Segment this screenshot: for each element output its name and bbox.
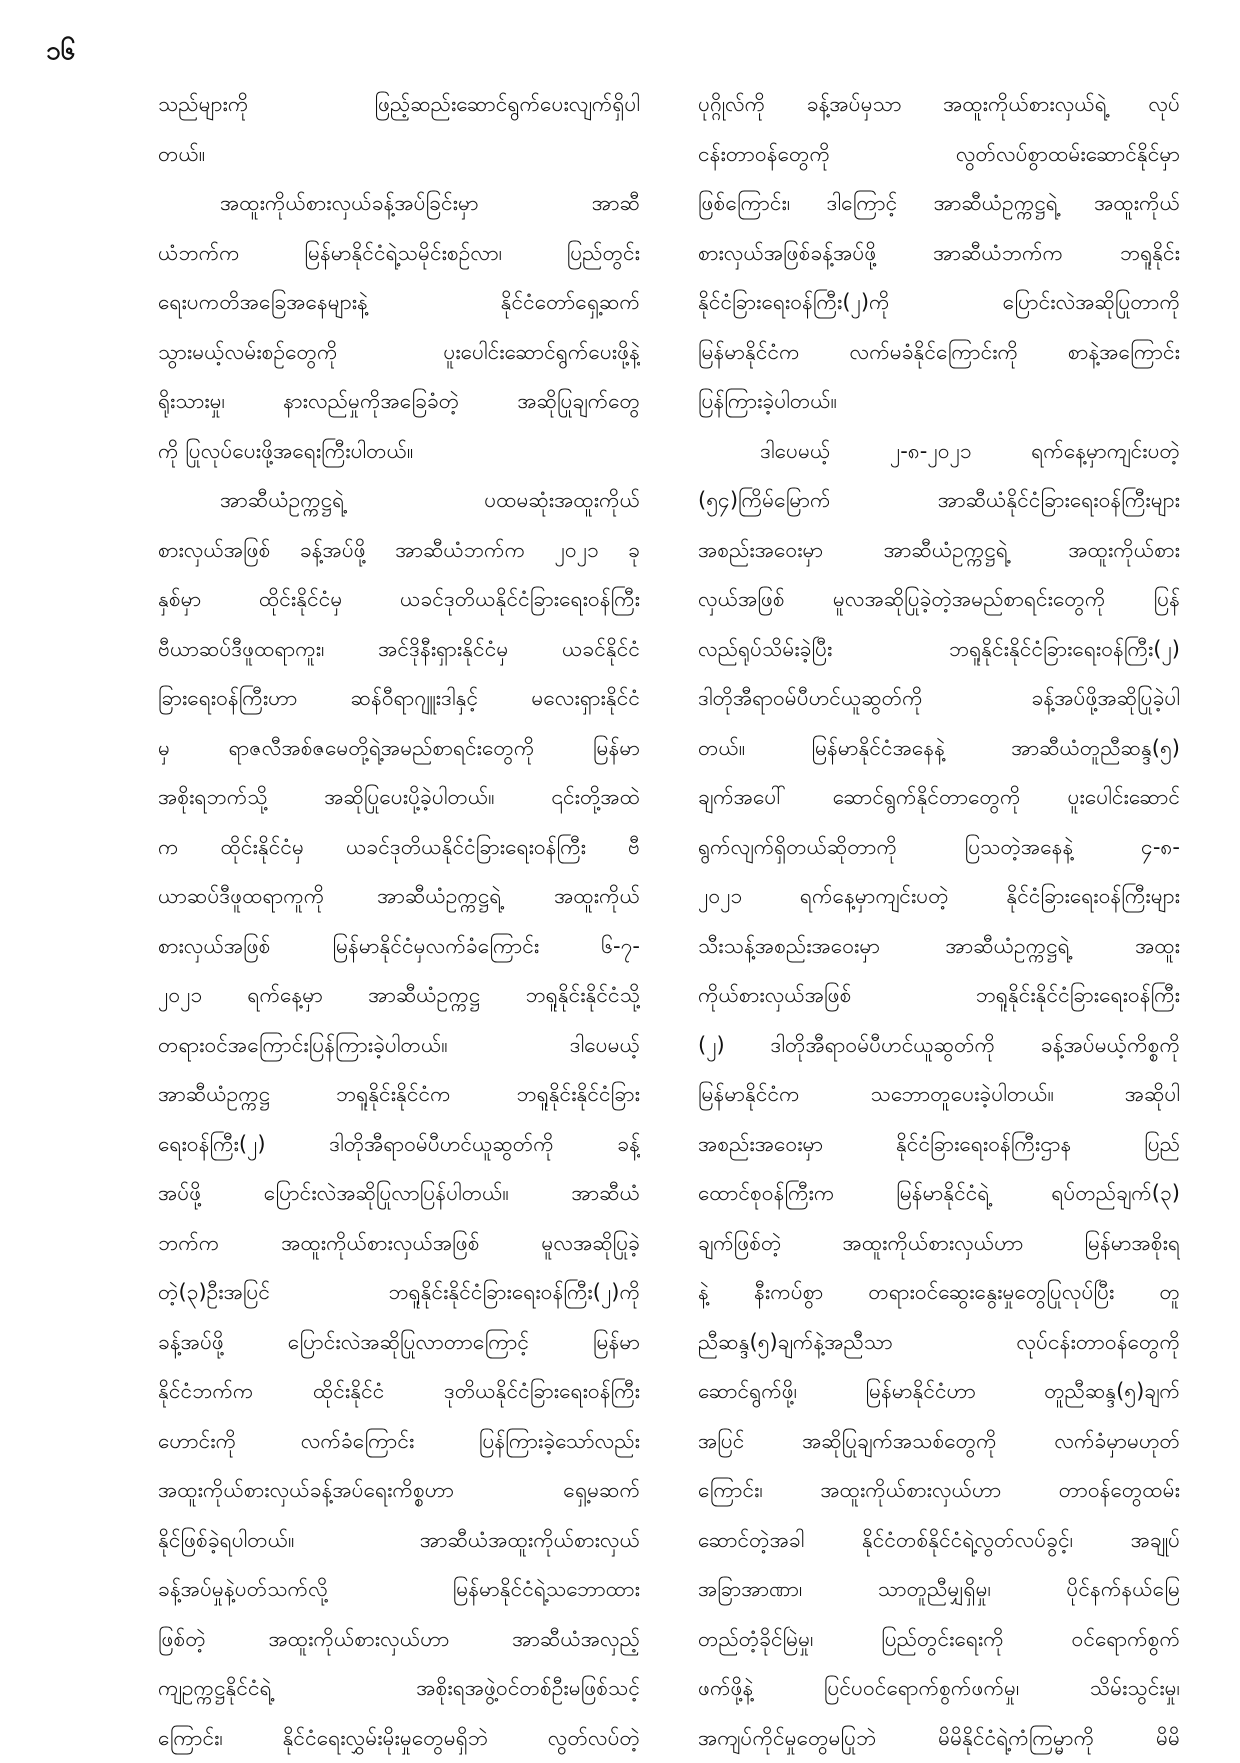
text-line: ပြန်ကြားခဲ့ပါတယ်။ xyxy=(698,377,1180,427)
text-line: ဒါတိုအီရာဝမ်ပီဟင်ယူဆွတ်ကို ခန့်အပ်ဖို့အဆိုပြုခဲ့ပါ xyxy=(698,674,1180,724)
text-line: တရားဝင်အကြောင်းပြန်ကြားခဲ့ပါတယ်။ ဒါပေမယ့် xyxy=(158,1021,640,1071)
text-line: မြန်မာနိုင်ငံက လက်မခံနိုင်ကြောင်းကို စာနဲ့အကြောင်း xyxy=(698,328,1180,378)
text-line: ရိုးသားမှု၊ နားလည်မှုကိုအခြေခံတဲ့ အဆိုပြုချက်တွေ xyxy=(158,377,640,427)
text-line: ဖက်ဖို့နဲ့ ပြင်ပဝင်ရောက်စွက်ဖက်မှု၊ သိမ်းသွင်းမှု၊ xyxy=(698,1664,1180,1714)
text-line: စားလှယ်အဖြစ် မြန်မာနိုင်ငံမှလက်ခံကြောင်း ၆-၇- xyxy=(158,922,640,972)
text-line: အာဆီယံဥက္ကဋ္ဌ ဘရူနိုင်းနိုင်ငံက ဘရူနိုင်းနိုင်ငံခြား xyxy=(158,1070,640,1120)
text-line: ကြောင်း၊ နိုင်ငံရေးလွှမ်းမိုးမှုတွေမရှိဘဲ လွတ်လပ်တဲ့ xyxy=(158,1714,640,1763)
text-line: အစည်းအဝေးမှာ အာဆီယံဥက္ကဋ္ဌရဲ့ အထူးကိုယ်စား xyxy=(698,526,1180,576)
text-line: ကျဥက္ကဋ္ဌနိုင်ငံရဲ့ အစိုးရအဖွဲ့ဝင်တစ်ဦးမဖြစ်သင့် xyxy=(158,1664,640,1714)
text-line: ဖြစ်တဲ့ အထူးကိုယ်စားလှယ်ဟာ အာဆီယံအလှည့် xyxy=(158,1615,640,1665)
text-line: ဖြစ်ကြောင်း၊ ဒါကြောင့် အာဆီယံဥက္ကဋ္ဌရဲ့ အထူးကိုယ် xyxy=(698,179,1180,229)
text-line: အကျပ်ကိုင်မှုတွေမပြုဘဲ မိမိနိုင်ငံရဲ့ကံကြမ္မာကို မိမိ xyxy=(698,1714,1180,1763)
text-line: စားလှယ်အဖြစ် ခန့်အပ်ဖို့ အာဆီယံဘက်က ၂၀၂၁ ခု xyxy=(158,526,640,576)
text-line: (၅၄)ကြိမ်မြောက် အာဆီယံနိုင်ငံခြားရေးဝန်ကြီးများ xyxy=(698,476,1180,526)
text-line: နဲ့ နီးကပ်စွာ တရားဝင်ဆွေးနွေးမှုတွေပြုလုပ်ပြီး တူ xyxy=(698,1268,1180,1318)
text-line: စားလှယ်အဖြစ်ခန့်အပ်ဖို့ အာဆီယံဘက်က ဘရူနိုင်း xyxy=(698,229,1180,279)
text-line: အထူးကိုယ်စားလှယ်ခန့်အပ်ရေးကိစ္စဟာ ရှေ့မဆက် xyxy=(158,1466,640,1516)
text-line: မှ ရာဇလီအစ်ဇမေတို့ရဲ့အမည်စာရင်းတွေကို မြန်မာ xyxy=(158,724,640,774)
text-line: သွားမယ့်လမ်းစဉ်တွေကို ပူးပေါင်းဆောင်ရွက်ပေးဖို့နဲ့ xyxy=(158,328,640,378)
text-line: ခန့်အပ်မှုနဲ့ပတ်သက်လို့ မြန်မာနိုင်ငံရဲ့သဘောထား xyxy=(158,1565,640,1615)
text-line: ဒါပေမယ့် ၂-၈-၂၀၂၁ ရက်နေ့မှာကျင်းပတဲ့ xyxy=(698,427,1180,477)
text-line: ဘက်က အထူးကိုယ်စားလှယ်အဖြစ် မူလအဆိုပြုခဲ့ xyxy=(158,1219,640,1269)
text-line: မြန်မာနိုင်ငံက သဘောတူပေးခဲ့ပါတယ်။ အဆိုပါ xyxy=(698,1070,1180,1120)
text-line: ရေးဝန်ကြီး(၂) ဒါတိုအီရာဝမ်ပီဟင်ယူဆွတ်ကို ခန့် xyxy=(158,1120,640,1170)
text-line: ရွက်လျက်ရှိတယ်ဆိုတာကို ပြသတဲ့အနေနဲ့ ၄-၈- xyxy=(698,823,1180,873)
text-line: တဲ့(၃)ဦးအပြင် ဘရူနိုင်းနိုင်ငံခြားရေးဝန်ကြီး(၂)ကို xyxy=(158,1268,640,1318)
text-line: ဗီယာဆပ်ဒီဖူထရာကူး၊ အင်ဒိုနီးရှားနိုင်ငံမှ ယခင်နိုင်ငံ xyxy=(158,625,640,675)
text-line: ချက်အပေါ် ဆောင်ရွက်နိုင်တာတွေကို ပူးပေါင်းဆောင် xyxy=(698,773,1180,823)
text-line: ကို ပြုလုပ်ပေးဖို့အရေးကြီးပါတယ်။ xyxy=(158,427,640,477)
text-line: နိုင်ငံဘက်က ထိုင်းနိုင်ငံ ဒုတိယနိုင်ငံခြားရေးဝန်ကြီး xyxy=(158,1367,640,1417)
text-line: ကိုယ်စားလှယ်အဖြစ် ဘရူနိုင်းနိုင်ငံခြားရေးဝန်ကြီး xyxy=(698,971,1180,1021)
text-line: ဟောင်းကို လက်ခံကြောင်း ပြန်ကြားခဲ့သော်လည်း xyxy=(158,1417,640,1467)
text-line: က ထိုင်းနိုင်ငံမှ ယခင်ဒုတိယနိုင်ငံခြားရေးဝန်ကြီး ဗီ xyxy=(158,823,640,873)
text-line: ဆောင်တဲ့အခါ နိုင်ငံတစ်နိုင်ငံရဲ့လွတ်လပ်ခွင့်၊ အချုပ် xyxy=(698,1516,1180,1566)
text-line: ၂၀၂၁ ရက်နေ့မှာ အာဆီယံဥက္ကဋ္ဌ ဘရူနိုင်းနိုင်ငံသို့ xyxy=(158,971,640,1021)
text-line: ယာဆပ်ဒီဖူထရာကူကို အာဆီယံဥက္ကဋ္ဌရဲ့ အထူးကိုယ် xyxy=(158,872,640,922)
text-line: အထူးကိုယ်စားလှယ်ခန့်အပ်ခြင်းမှာ အာဆီ xyxy=(158,179,640,229)
text-line: နှစ်မှာ ထိုင်းနိုင်ငံမှ ယခင်ဒုတိယနိုင်ငံခြားရေးဝန်ကြီး xyxy=(158,575,640,625)
text-line: အာဆီယံဥက္ကဋ္ဌရဲ့ ပထမဆုံးအထူးကိုယ် xyxy=(158,476,640,526)
text-line: အခြာအာဏာ၊ သာတူညီမျှရှိမှု၊ ပိုင်နက်နယ်မြေ xyxy=(698,1565,1180,1615)
text-line: အစိုးရဘက်သို့ အဆိုပြုပေးပို့ခဲ့ပါတယ်။ ၎င်းတို့အထဲ xyxy=(158,773,640,823)
text-line: (၂) ဒါတိုအီရာဝမ်ပီဟင်ယူဆွတ်ကို ခန့်အပ်မယ့်ကိစ္စကို xyxy=(698,1021,1180,1071)
text-line: ခြားရေးဝန်ကြီးဟာ ဆန်ဝီရာဂျူးဒါနှင့် မလေးရှားနိုင်ငံ xyxy=(158,674,640,724)
text-line: နိုင်ဖြစ်ခဲ့ရပါတယ်။ အာဆီယံအထူးကိုယ်စားလှယ် xyxy=(158,1516,640,1566)
text-line: တယ်။ မြန်မာနိုင်ငံအနေနဲ့ အာဆီယံတူညီဆန္ဒ(၅) xyxy=(698,724,1180,774)
text-line: ညီဆန္ဒ(၅)ချက်နဲ့အညီသာ လုပ်ငန်းတာဝန်တွေကို xyxy=(698,1318,1180,1368)
text-line: အပြင် အဆိုပြုချက်အသစ်တွေကို လက်ခံမှာမဟုတ် xyxy=(698,1417,1180,1467)
text-line: ထောင်စုဝန်ကြီးက မြန်မာနိုင်ငံရဲ့ ရပ်တည်ချက်(၃) xyxy=(698,1169,1180,1219)
text-line: အပ်ဖို့ ပြောင်းလဲအဆိုပြုလာပြန်ပါတယ်။ အာဆီယံ xyxy=(158,1169,640,1219)
text-line: ၂၀၂၁ ရက်နေ့မှာကျင်းပတဲ့ နိုင်ငံခြားရေးဝန်ကြီးများ xyxy=(698,872,1180,922)
text-line: သီးသန့်အစည်းအဝေးမှာ အာဆီယံဥက္ကဋ္ဌရဲ့ အထူး xyxy=(698,922,1180,972)
page-number: ၁၆ xyxy=(46,38,75,64)
left-column xyxy=(158,80,640,1763)
text-line: အစည်းအဝေးမှာ နိုင်ငံခြားရေးဝန်ကြီးဌာန ပြည် xyxy=(698,1120,1180,1170)
text-line: လည်ရုပ်သိမ်းခဲ့ပြီး ဘရူနိုင်းနိုင်ငံခြားရေးဝန်ကြီး(၂) xyxy=(698,625,1180,675)
text-line: ခန့်အပ်ဖို့ ပြောင်းလဲအဆိုပြုလာတာကြောင့် မြန်မာ xyxy=(158,1318,640,1368)
text-line: နိုင်ငံခြားရေးဝန်ကြီး(၂)ကို ပြောင်းလဲအဆိုပြုတာကို xyxy=(698,278,1180,328)
text-line: ရေးပကတိအခြေအနေများနဲ့ နိုင်ငံတော်ရှေ့ဆက် xyxy=(158,278,640,328)
text-line: လှယ်အဖြစ် မူလအဆိုပြုခဲ့တဲ့အမည်စာရင်းတွေကို ပြန် xyxy=(698,575,1180,625)
text-line: ချက်ဖြစ်တဲ့ အထူးကိုယ်စားလှယ်ဟာ မြန်မာအစိုးရ xyxy=(698,1219,1180,1269)
text-line: ငန်းတာဝန်တွေကို လွတ်လပ်စွာထမ်းဆောင်နိုင်မှာ xyxy=(698,130,1180,180)
right-column xyxy=(698,80,1180,1763)
text-line: ကြောင်း၊ အထူးကိုယ်စားလှယ်ဟာ တာဝန်တွေထမ်း xyxy=(698,1466,1180,1516)
text-line: ယံဘက်က မြန်မာနိုင်ငံရဲ့သမိုင်းစဉ်လာ၊ ပြည်တွင်း xyxy=(158,229,640,279)
text-line: ဆောင်ရွက်ဖို့၊ မြန်မာနိုင်ငံဟာ တူညီဆန္ဒ(၅)ချက် xyxy=(698,1367,1180,1417)
text-line: တည်တံ့ခိုင်မြဲမှု၊ ပြည်တွင်းရေးကို ဝင်ရောက်စွက် xyxy=(698,1615,1180,1665)
text-line: တယ်။ xyxy=(158,130,640,180)
text-line: ပုဂ္ဂိုလ်ကို ခန့်အပ်မှသာ အထူးကိုယ်စားလှယ်ရဲ့ လုပ် xyxy=(698,80,1180,130)
text-line: သည်များကို ဖြည့်ဆည်းဆောင်ရွက်ပေးလျက်ရှိပါ xyxy=(158,80,640,130)
